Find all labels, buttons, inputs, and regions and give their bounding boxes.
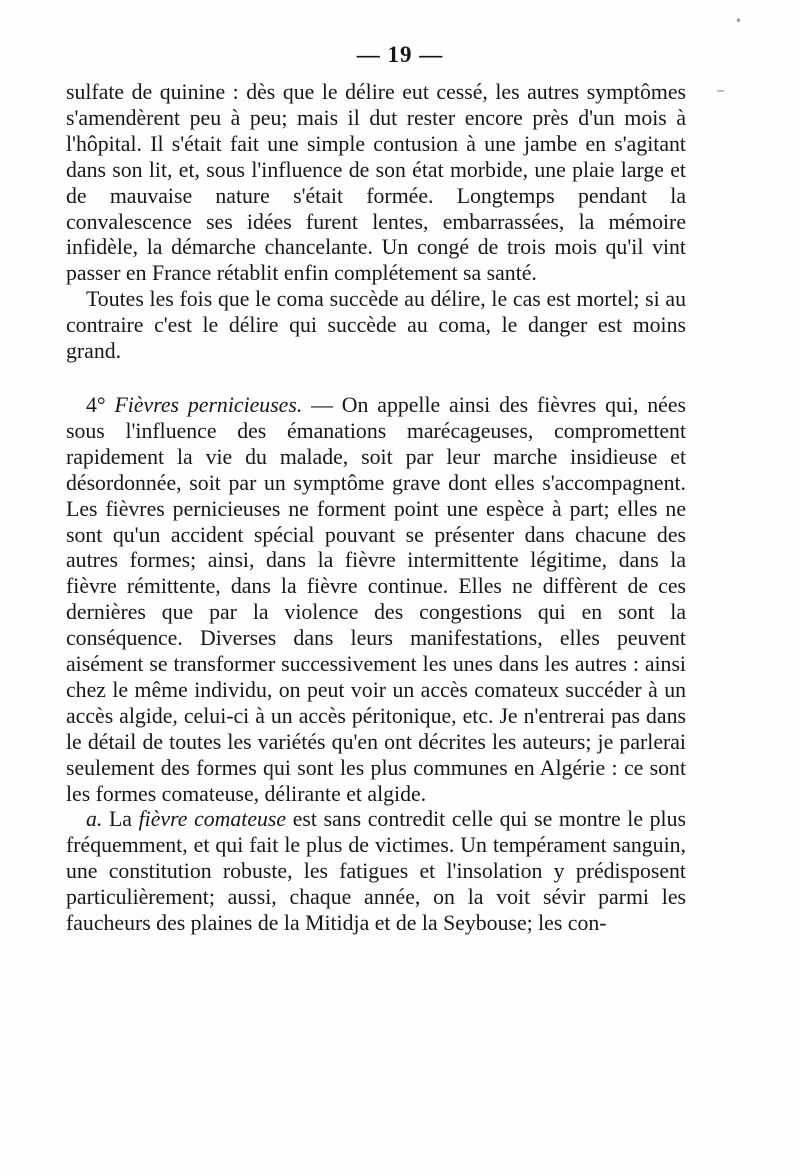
subsection-letter: a. (86, 807, 103, 832)
section-number: 4° (86, 392, 106, 417)
subsection-term: fièvre comateuse (138, 807, 287, 832)
paragraph-4-lead: La (102, 807, 139, 832)
page-number: — 19 — (356, 42, 444, 67)
body-text (66, 80, 686, 937)
paragraph-4-body: est sans contredit celle qui se montre le plus fréquemment, et qui fait le plus de victimes. Un tempérament sanguin, une constitution robuste, les fatigues et l'insolation y prédisposent particulièrement; aussi, chaque année, on la voit sévir parmi les faucheurs des plaines de la Mitidja et de la Seybouse; les con- (66, 807, 686, 936)
section-title: Fièvres pernicieuses. (114, 392, 303, 417)
paragraph-3-body: — On appelle ainsi des fièvres qui, nées sous l'influence des émanations marécageuses, compromettent rapidement la vie du malade, soit par leur marche insidieuse et désordonnée, soit par un symptôme grave dont elles s'accompagnent. Les fièvres pernicieuses ne forment point une espèce à part; elles ne sont qu'un accident spécial pouvant se présenter dans chacune des autres formes; ainsi, dans la fièvre intermittente légitime, dans la fièvre rémittente, dans la fièvre continue. Elles ne diffèrent de ces dernières que par la violence des congestions qui en sont la conséquence. Diverses dans leurs manifestations, elles peuvent aisément se transformer successivement les unes dans les autres : ainsi chez le même individu, on peut voir un accès comateux succéder à un accès algide, celui-ci à un accès péritonique, etc. Je n'entrerai pas dans le détail de toutes les variétés qu'en ont décrites les auteurs; je parlerai seulement des formes qui sont les plus communes en Algérie : ce sont les formes comateuse, délirante et algide. (66, 392, 687, 806)
paragraph-3 (66, 393, 686, 808)
paragraph-1: sulfate de quinine : dès que le délire eut cessé, les autres symptômes s'amendèrent peu à peu; mais il dut rester encore près d'un mois à l'hôpital. Il s'était fait une simple contusion à une jambe en s'agitant dans son lit, et, sous l'influence de son état morbide, une plaie large et de mauvaise nature s'était formée. Longtemps pendant la convalescence ses idées furent lentes, embarrassées, la mémoire infidèle, la démarche chancelante. Un congé de trois mois qu'il vint passer en France rétablit enfin complétement sa santé. (66, 80, 686, 286)
margin-dash: – (716, 80, 725, 101)
paragraph-4 (66, 807, 686, 937)
paragraph-2: Toutes les fois que le coma succède au délire, le cas est mortel; si au contraire c'est le délire qui succède au coma, le danger est moins grand. (66, 287, 686, 364)
margin-dot: • (735, 14, 743, 28)
